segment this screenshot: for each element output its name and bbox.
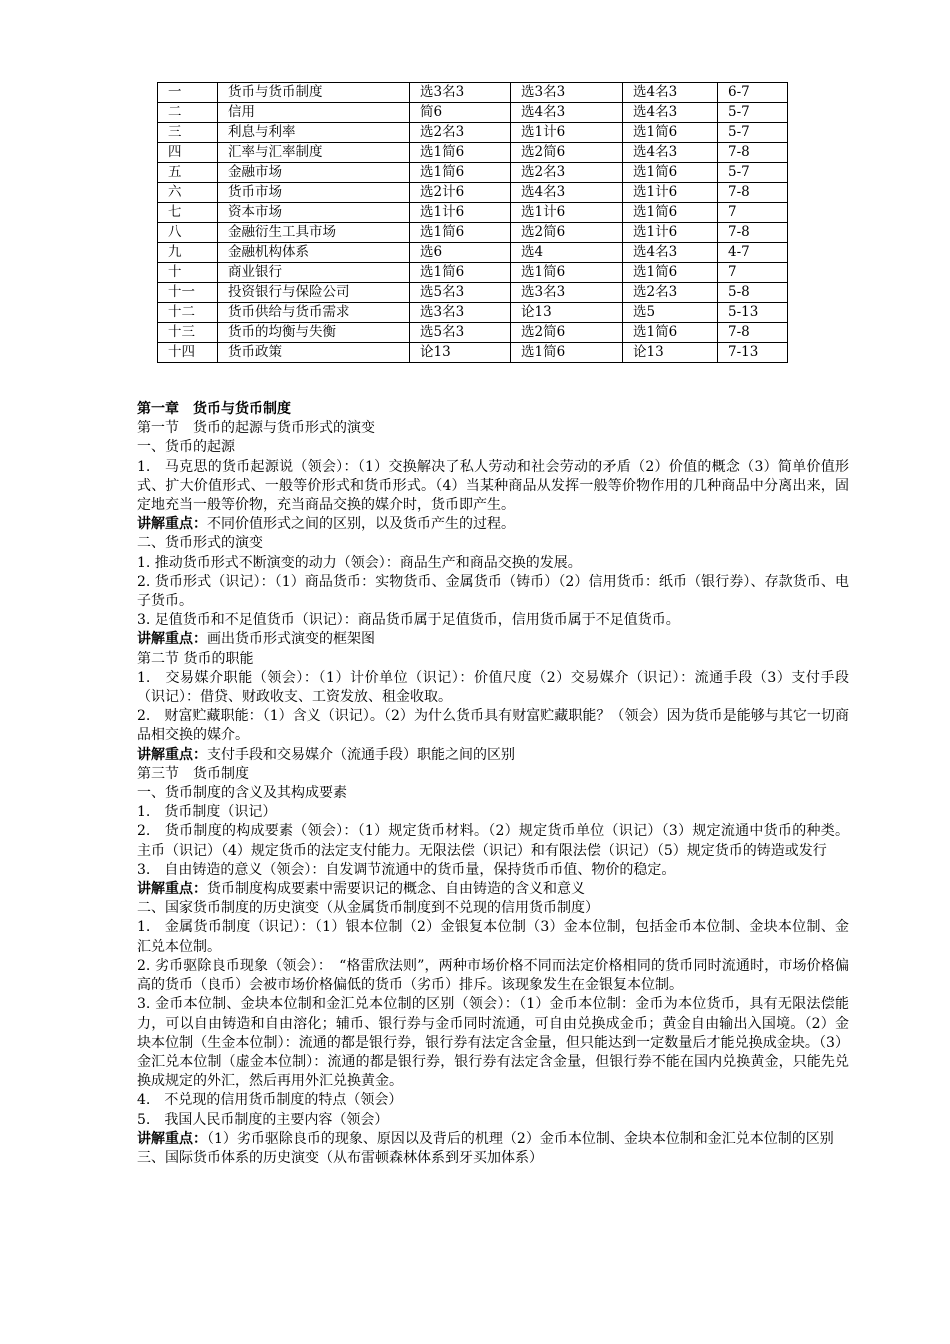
- paragraph-text: 3. 金币本位制、金块本位制和金汇兑本位制的区别（领会）：（1）金币本位制：金币为本位货币，具有无限法偿能力，可以自由铸造和自由溶化；辅币、银行券与金币同时流通，可自由兑换成金币；黄金自由输出入国境。（2）金块本位制（生金本位制）：流通的都是银行券，银行券有法定含金量，但只能达到一定数量后才能兑换成金块。（3）金汇兑本位制（虚金本位制）：流通的都是银行券，银行券有法定含金量，但银行券不能在国内兑换黄金，只能先兑换成规定的外汇，然后再用外汇兑换黄金。: [137, 996, 849, 1090]
- table-row: [158, 343, 788, 363]
- key-point-label: 讲解重点：: [137, 881, 207, 898]
- paragraph-text: 1. 货币制度（识记）: [137, 804, 277, 821]
- table-cell: 5-13: [718, 303, 788, 323]
- table-cell: 5-7: [718, 103, 788, 123]
- table-cell: 选3名3: [511, 83, 623, 103]
- paragraph-text: 1. 交易媒介职能（领会）：（1）计价单位（识记）：价值尺度（2）交易媒介（识记）：流通手段（3）支付手段（识记）：借贷、财政收支、工资发放、租金收取。: [137, 669, 849, 706]
- table-cell: 7-8: [718, 143, 788, 163]
- paragraph: [137, 650, 849, 669]
- paragraph-text: 二、货币形式的演变: [137, 535, 263, 552]
- table-cell: 八: [158, 223, 218, 243]
- key-point-label: 讲解重点：: [137, 1130, 207, 1147]
- key-point-paragraph: [137, 880, 849, 899]
- table-row: [158, 323, 788, 343]
- table-cell: 选4: [511, 243, 623, 263]
- table-row: [158, 123, 788, 143]
- table-cell: 论13: [511, 303, 623, 323]
- table-cell: 5-7: [718, 163, 788, 183]
- paragraph-text: 货币制度构成要素中需要识记的概念、自由铸造的含义和意义: [207, 881, 585, 898]
- paragraph-text: 二、国家货币制度的历史演变（从金属货币制度到不兑现的信用货币制度）: [137, 900, 599, 917]
- table-row: [158, 143, 788, 163]
- table-cell: 利息与利率: [218, 123, 410, 143]
- table-cell: 选4名3: [623, 143, 718, 163]
- table-row: [158, 203, 788, 223]
- paragraph: [137, 995, 849, 1091]
- document-body: [137, 400, 849, 1168]
- table-cell: 选3名3: [410, 303, 511, 323]
- table-cell: 选2计6: [410, 183, 511, 203]
- table-cell: 选1简6: [623, 123, 718, 143]
- table-cell: 一: [158, 83, 218, 103]
- paragraph: [137, 918, 849, 956]
- paragraph: [137, 669, 849, 707]
- table-cell: 选1简6: [623, 163, 718, 183]
- table-cell: 七: [158, 203, 218, 223]
- table-cell: 十一: [158, 283, 218, 303]
- paragraph: [137, 861, 849, 880]
- table-cell: 4-7: [718, 243, 788, 263]
- table-row: [158, 303, 788, 323]
- chapter-title: 第一章 货币与货币制度: [137, 401, 291, 417]
- table-cell: 货币与货币制度: [218, 83, 410, 103]
- table-cell: 选1简6: [410, 143, 511, 163]
- table-cell: 货币市场: [218, 183, 410, 203]
- table-cell: 选2名3: [623, 283, 718, 303]
- table-row: [158, 243, 788, 263]
- key-point-label: 讲解重点：: [137, 516, 207, 533]
- table-cell: 简6: [410, 103, 511, 123]
- table-cell: 7: [718, 263, 788, 283]
- paragraph-text: 1. 马克思的货币起源说（领会）：（1）交换解决了私人劳动和社会劳动的矛盾（2）价值的概念（3）简单价值形式、扩大价值形式、一般等价形式和货币形式。（4）当某种商品从发挥一般等价物作用的几种商品中分离出来，固定地充当一般等价物，充当商品交换的媒介时，货币即产生。: [137, 458, 849, 514]
- table-cell: 选5名3: [410, 283, 511, 303]
- paragraph-text: 一、货币的起源: [137, 439, 235, 456]
- table-cell: 汇率与汇率制度: [218, 143, 410, 163]
- table-cell: 选1简6: [410, 263, 511, 283]
- table-cell: 三: [158, 123, 218, 143]
- table-row: [158, 183, 788, 203]
- paragraph-text: 3. 足值货币和不足值货币（识记）：商品货币属于足值货币，信用货币属于不足值货币。: [137, 612, 680, 629]
- key-point-paragraph: [137, 746, 849, 765]
- table-cell: 选1简6: [511, 343, 623, 363]
- table-cell: 7-8: [718, 183, 788, 203]
- table-cell: 十四: [158, 343, 218, 363]
- table-cell: 选1简6: [511, 263, 623, 283]
- paragraph-text: 1. 金属货币制度（识记）：（1）银本位制（2）金银复本位制（3）金本位制，包括金币本位制、金块本位制、金汇兑本位制。: [137, 919, 849, 955]
- key-point-paragraph: [137, 515, 849, 534]
- key-point-paragraph: [137, 1130, 849, 1149]
- paragraph-text: 画出货币形式演变的框架图: [207, 631, 375, 648]
- table-cell: 7-8: [718, 323, 788, 343]
- key-point-label: 讲解重点：: [137, 746, 207, 763]
- paragraph: [137, 957, 849, 995]
- paragraph: [137, 534, 849, 553]
- table-cell: 六: [158, 183, 218, 203]
- table-cell: 金融市场: [218, 163, 410, 183]
- table-cell: 选5: [623, 303, 718, 323]
- table-cell: 选2名3: [511, 163, 623, 183]
- table-row: [158, 163, 788, 183]
- paragraph-text: 第一节 货币的起源与货币形式的演变: [137, 420, 375, 437]
- table-cell: 十: [158, 263, 218, 283]
- table-row: [158, 283, 788, 303]
- paragraph: [137, 822, 849, 860]
- table-cell: 选2简6: [511, 323, 623, 343]
- paragraph-text: 第三节 货币制度: [137, 765, 249, 782]
- paragraph: [137, 573, 849, 611]
- paragraph-text: 2. 劣币驱除良币现象（领会）： “格雷欣法则”，两种市场价格不同而法定价格相同的货币同时流通时，市场价格偏高的货币（良币）会被市场价格偏低的货币（劣币）排斥。该现象发生在金银复本位制。: [137, 957, 849, 994]
- table-cell: 选4名3: [623, 103, 718, 123]
- table-cell: 选4名3: [623, 83, 718, 103]
- table-cell: 5-8: [718, 283, 788, 303]
- paragraph-text: （1）劣币驱除良币的现象、原因以及背后的机理（2）金币本位制、金块本位制和金汇兑本位制的区别: [207, 1130, 834, 1147]
- table-row: [158, 263, 788, 283]
- paragraph: [137, 1091, 849, 1110]
- paragraph: [137, 554, 849, 573]
- table-cell: 选1计6: [511, 123, 623, 143]
- table-cell: 论13: [623, 343, 718, 363]
- table-cell: 选5名3: [410, 323, 511, 343]
- paragraph: [137, 458, 849, 516]
- paragraph-text: 4. 不兑现的信用货币制度的特点（领会）: [137, 1092, 403, 1109]
- table-cell: 选1计6: [410, 203, 511, 223]
- table-cell: 资本市场: [218, 203, 410, 223]
- table-cell: 选4名3: [511, 183, 623, 203]
- table-cell: 四: [158, 143, 218, 163]
- table-cell: 7-8: [718, 223, 788, 243]
- paragraph-text: 不同价值形式之间的区别，以及货币产生的过程。: [207, 516, 515, 533]
- table-cell: 货币的均衡与失衡: [218, 323, 410, 343]
- table-cell: 金融衍生工具市场: [218, 223, 410, 243]
- paragraph-text: 支付手段和交易媒介（流通手段）职能之间的区别: [207, 746, 515, 763]
- paragraph-text: 第二节 货币的职能: [137, 650, 254, 667]
- table-cell: 7: [718, 203, 788, 223]
- paragraph: [137, 1149, 849, 1168]
- table-cell: 十二: [158, 303, 218, 323]
- paragraph-text: 5. 我国人民币制度的主要内容（领会）: [137, 1111, 389, 1128]
- table-row: [158, 83, 788, 103]
- table-cell: 选1简6: [623, 263, 718, 283]
- table-cell: 选6: [410, 243, 511, 263]
- table-body: [158, 83, 788, 363]
- table-cell: 选1简6: [410, 223, 511, 243]
- table-cell: 十三: [158, 323, 218, 343]
- table-cell: 货币供给与货币需求: [218, 303, 410, 323]
- table-cell: 选1简6: [623, 323, 718, 343]
- key-point-paragraph: [137, 630, 849, 649]
- paragraph-text: 2. 财富贮藏职能：（1）含义（识记）。（2）为什么货币具有财富贮藏职能？（领会）因为货币是能够与其它一切商品相交换的媒介。: [137, 708, 849, 744]
- paragraph: [137, 765, 849, 784]
- paragraph: [137, 784, 849, 803]
- paragraph: [137, 803, 849, 822]
- table-cell: 选2名3: [410, 123, 511, 143]
- table-cell: 论13: [410, 343, 511, 363]
- paragraph-text: 1. 推动货币形式不断演变的动力（领会）：商品生产和商品交换的发展。: [137, 554, 582, 571]
- table-cell: 九: [158, 243, 218, 263]
- table-cell: 选1计6: [623, 223, 718, 243]
- table-row: [158, 103, 788, 123]
- paragraph: [137, 611, 849, 630]
- paragraph: [137, 419, 849, 438]
- exam-distribution-table: [157, 82, 788, 363]
- table-cell: 二: [158, 103, 218, 123]
- table-cell: 选4名3: [623, 243, 718, 263]
- table-cell: 选4名3: [511, 103, 623, 123]
- table-cell: 金融机构体系: [218, 243, 410, 263]
- paragraph-text: 2. 货币形式（识记）：（1）商品货币：实物货币、金属货币（铸币）（2）信用货币：纸币（银行券）、存款货币、电子货币。: [137, 573, 849, 610]
- paragraph-text: 2. 货币制度的构成要素（领会）：（1）规定货币材料。（2）规定货币单位（识记）（3）规定流通中货币的种类。主币（识记）（4）规定货币的法定支付能力。无限法偿（识记）和有限法偿（识记）（5）规定货币的铸造或发行: [137, 823, 849, 859]
- table-cell: 选2简6: [511, 223, 623, 243]
- paragraph-text: 一、货币制度的含义及其构成要素: [137, 785, 347, 802]
- paragraph: [137, 899, 849, 918]
- table-cell: 6-7: [718, 83, 788, 103]
- key-point-label: 讲解重点：: [137, 631, 207, 648]
- paragraph: [137, 1111, 849, 1130]
- table-cell: 选1简6: [410, 163, 511, 183]
- table-cell: 选1简6: [623, 203, 718, 223]
- table-cell: 信用: [218, 103, 410, 123]
- table-cell: 选1计6: [511, 203, 623, 223]
- table-cell: 7-13: [718, 343, 788, 363]
- table-cell: 选1计6: [623, 183, 718, 203]
- table-cell: 货币政策: [218, 343, 410, 363]
- table-cell: 五: [158, 163, 218, 183]
- paragraph: [137, 707, 849, 745]
- table-row: [158, 223, 788, 243]
- paragraph-text: 3. 自由铸造的意义（领会）：自发调节流通中的货币量，保持货币币值、物价的稳定。: [137, 861, 676, 878]
- paragraph-list: [137, 419, 849, 1168]
- table-cell: 选2简6: [511, 143, 623, 163]
- table-cell: 商业银行: [218, 263, 410, 283]
- table-cell: 投资银行与保险公司: [218, 283, 410, 303]
- paragraph-text: 三、国际货币体系的历史演变（从布雷顿森林体系到牙买加体系）: [137, 1149, 543, 1166]
- table-cell: 5-7: [718, 123, 788, 143]
- table-cell: 选3名3: [511, 283, 623, 303]
- table-cell: 选3名3: [410, 83, 511, 103]
- paragraph: [137, 438, 849, 457]
